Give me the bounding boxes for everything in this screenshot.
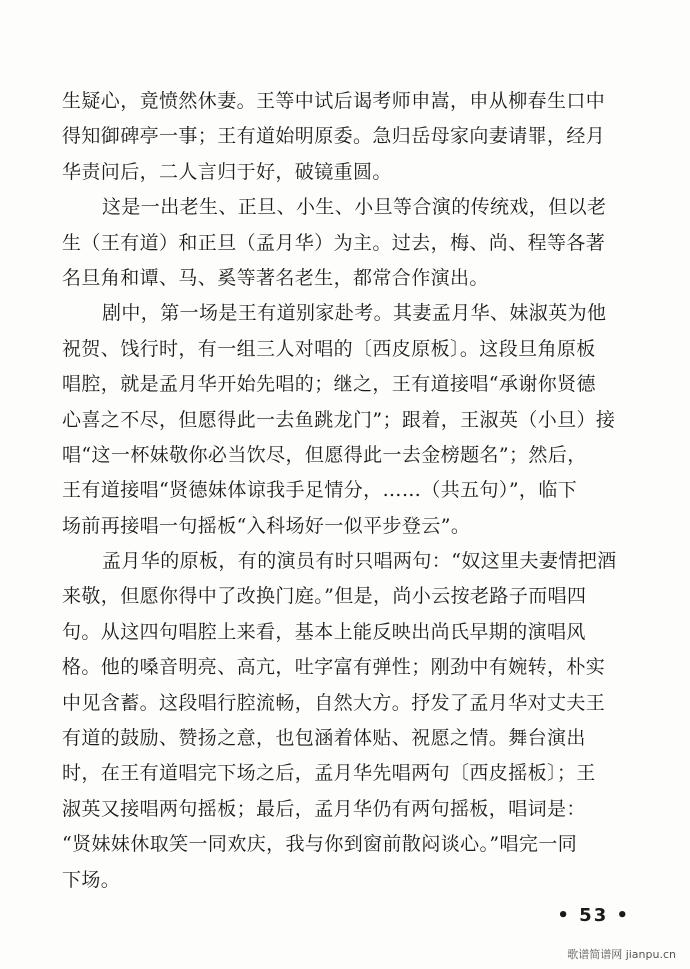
paragraph-start-line: 孟月华的原板，有的演员有时只唱两句：“奴这里夫妻情把酒 — [102, 550, 617, 573]
text-line: 名旦角和谭、马、奚等著名老生，都常合作演出。 — [62, 266, 489, 289]
text-line: 中见含蓄。这段唱行腔流畅，自然大方。抒发了孟月华对丈夫王 — [62, 691, 606, 714]
text-line: 场前再接唱一句摇板“入科场好一似平步登云”。 — [62, 514, 471, 537]
paragraph-start-line: 剧中，第一场是王有道别家赴考。其妻孟月华、妹淑英为他 — [102, 302, 607, 325]
watermark: 歌谱简谱网 jianpu.cn — [567, 948, 676, 961]
text-line: 句。从这四句唱腔上来看，基本上能反映出尚氏早期的演唱风 — [62, 620, 586, 643]
text-line: 有道的鼓励、赞扬之意，也包涵着体贴、祝愿之情。舞台演出 — [62, 727, 586, 750]
text-line: 来敬，但愿你得中了改换门庭。”但是，尚小云按老路子而唱四 — [62, 585, 587, 608]
text-line: 王有道接唱“贤德妹体谅我手足情分，……（共五句）”，临下 — [62, 479, 578, 502]
body-text — [62, 84, 642, 898]
text-line: 祝贺、饯行时，有一组三人对唱的〔西皮原板〕。这段旦角原板 — [62, 337, 596, 360]
paragraph-start-line: 这是一出老生、正旦、小生、小旦等合演的传统戏，但以老 — [102, 196, 607, 219]
text-line: “贤妹妹休取笑一同欢庆，我与你到窗前散闷谈心。”唱完一同 — [62, 833, 578, 856]
text-line: 得知御碑亭一事；王有道始明原委。急归岳母家向妻请罪，经月 — [62, 125, 606, 148]
text-line: 生疑心，竟愤然休妻。王等中试后谒考师申嵩，申从柳春生口中 — [62, 90, 606, 112]
text-line: 华责问后，二人言归于好，破镜重圆。 — [62, 160, 392, 183]
text-line: 唱“这一杯妹敬你必当饮尽，但愿得此一去金榜题名”；然后， — [62, 443, 587, 466]
text-line: 格。他的嗓音明亮、高亢，吐字富有弹性；刚劲中有婉转，朴实 — [62, 656, 606, 679]
text-line: 生（王有道）和正旦（孟月华）为主。过去，梅、尚、程等各著 — [62, 231, 606, 254]
text-line: 唱腔，就是孟月华开始先唱的；继之，王有道接唱“承谢你贤德 — [62, 373, 596, 396]
text-line: 下场。 — [62, 868, 121, 891]
text-line: 时，在王有道唱完下场之后，孟月华先唱两句〔西皮摇板〕；王 — [62, 762, 596, 785]
page-number: • 53 • — [557, 905, 630, 926]
text-line: 心喜之不尽，但愿得此一去鱼跳龙门”；跟着，王淑英（小旦）接 — [62, 408, 616, 431]
text-line: 淑英又接唱两句摇板；最后，孟月华仍有两句摇板，唱词是： — [62, 797, 586, 820]
